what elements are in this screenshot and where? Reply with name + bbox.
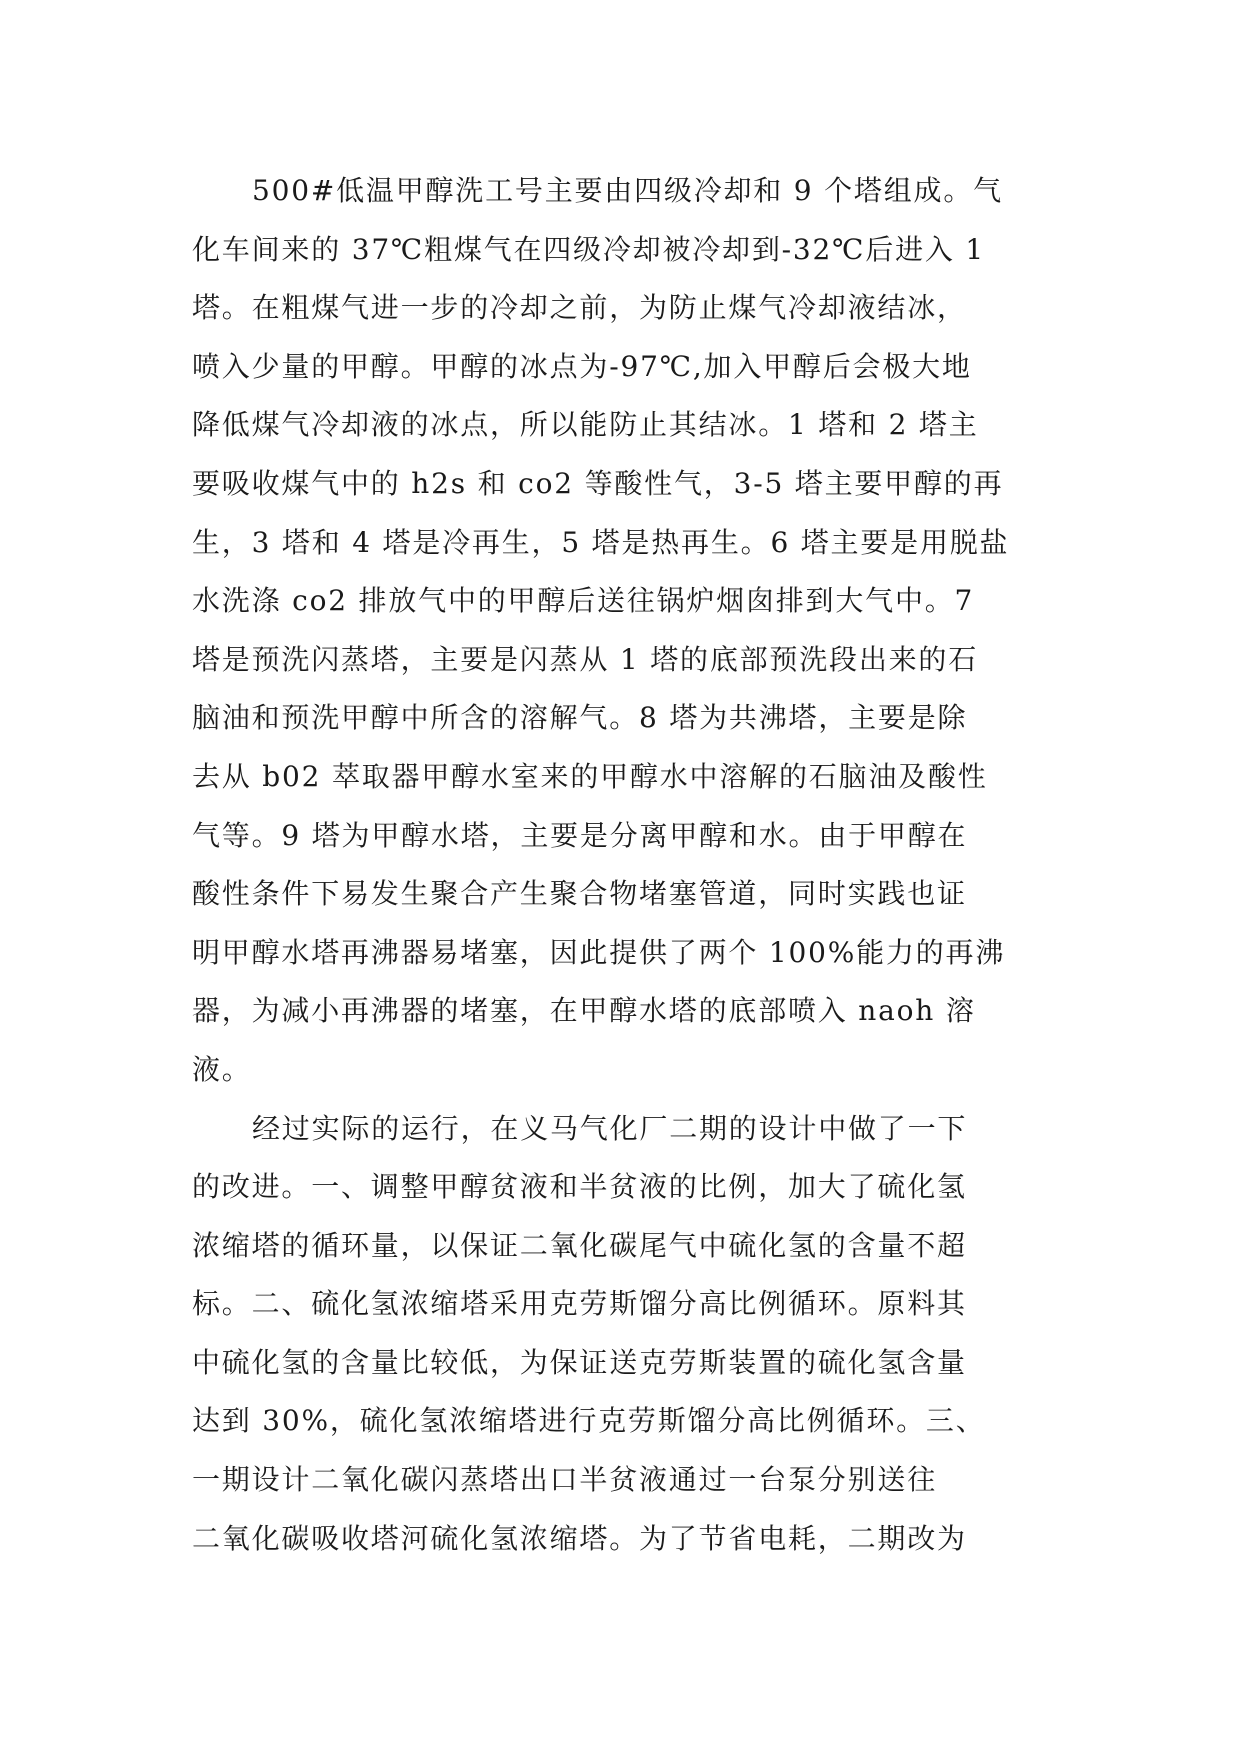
text-line: 要吸收煤气中的 h2s 和 co2 等酸性气，3-5 塔主要甲醇的再 <box>192 466 1004 500</box>
text-line: 塔。在粗煤气进一步的冷却之前，为防止煤气冷却液结冰， <box>192 291 967 325</box>
text-line: 降低煤气冷却液的冰点，所以能防止其结冰。1 塔和 2 塔主 <box>192 408 979 442</box>
text-line: 中硫化氢的含量比较低，为保证送克劳斯装置的硫化氢含量 <box>192 1345 967 1379</box>
text-line: 塔是预洗闪蒸塔，主要是闪蒸从 1 塔的底部预洗段出来的石 <box>192 642 979 676</box>
text-line: 酸性条件下易发生聚合产生聚合物堵塞管道，同时实践也证 <box>192 877 967 911</box>
text-line: 液。 <box>192 1052 252 1086</box>
text-line: 器，为减小再沸器的堵塞，在甲醇水塔的底部喷入 naoh 溶 <box>192 994 976 1028</box>
text-line: 生，3 塔和 4 塔是冷再生，5 塔是热再生。6 塔主要是用脱盐 <box>192 525 1010 559</box>
text-line: 达到 30%，硫化氢浓缩塔进行克劳斯馏分高比例循环。三、 <box>192 1404 986 1438</box>
text-line: 去从 b02 萃取器甲醇水室来的甲醇水中溶解的石脑油及酸性 <box>192 759 988 793</box>
text-line: 二氧化碳吸收塔河硫化氢浓缩塔。为了节省电耗，二期改为 <box>192 1521 967 1555</box>
text-line: 水洗涤 co2 排放气中的甲醇后送往锅炉烟囱排到大气中。7 <box>192 584 975 618</box>
text-line: 化车间来的 37℃粗煤气在四级冷却被冷却到-32℃后进入 1 <box>192 232 985 266</box>
text-line: 经过实际的运行，在义马气化厂二期的设计中做了一下 <box>252 1111 968 1145</box>
text-line: 浓缩塔的循环量，以保证二氧化碳尾气中硫化氢的含量不超 <box>192 1228 967 1262</box>
text-line: 一期设计二氧化碳闪蒸塔出口半贫液通过一台泵分别送往 <box>192 1463 938 1497</box>
paragraph <box>192 162 1059 1100</box>
text-line: 标。二、硫化氢浓缩塔采用克劳斯馏分高比例循环。原料其 <box>192 1287 967 1321</box>
text-line: 脑油和预洗甲醇中所含的溶解气。8 塔为共沸塔，主要是除 <box>192 701 968 735</box>
text-line: 500#低温甲醇洗工号主要由四级冷却和 9 个塔组成。气 <box>252 174 1003 207</box>
text-line: 气等。9 塔为甲醇水塔，主要是分离甲醇和水。由于甲醇在 <box>192 818 968 852</box>
text-line: 明甲醇水塔再沸器易堵塞，因此提供了两个 100%能力的再沸 <box>192 935 1006 969</box>
paragraph <box>192 1100 1059 1569</box>
document-body <box>192 162 1059 1568</box>
text-line: 喷入少量的甲醇。甲醇的冰点为-97℃,加入甲醇后会极大地 <box>192 349 972 383</box>
text-line: 的改进。一、调整甲醇贫液和半贫液的比例，加大了硫化氢 <box>192 1170 967 1204</box>
